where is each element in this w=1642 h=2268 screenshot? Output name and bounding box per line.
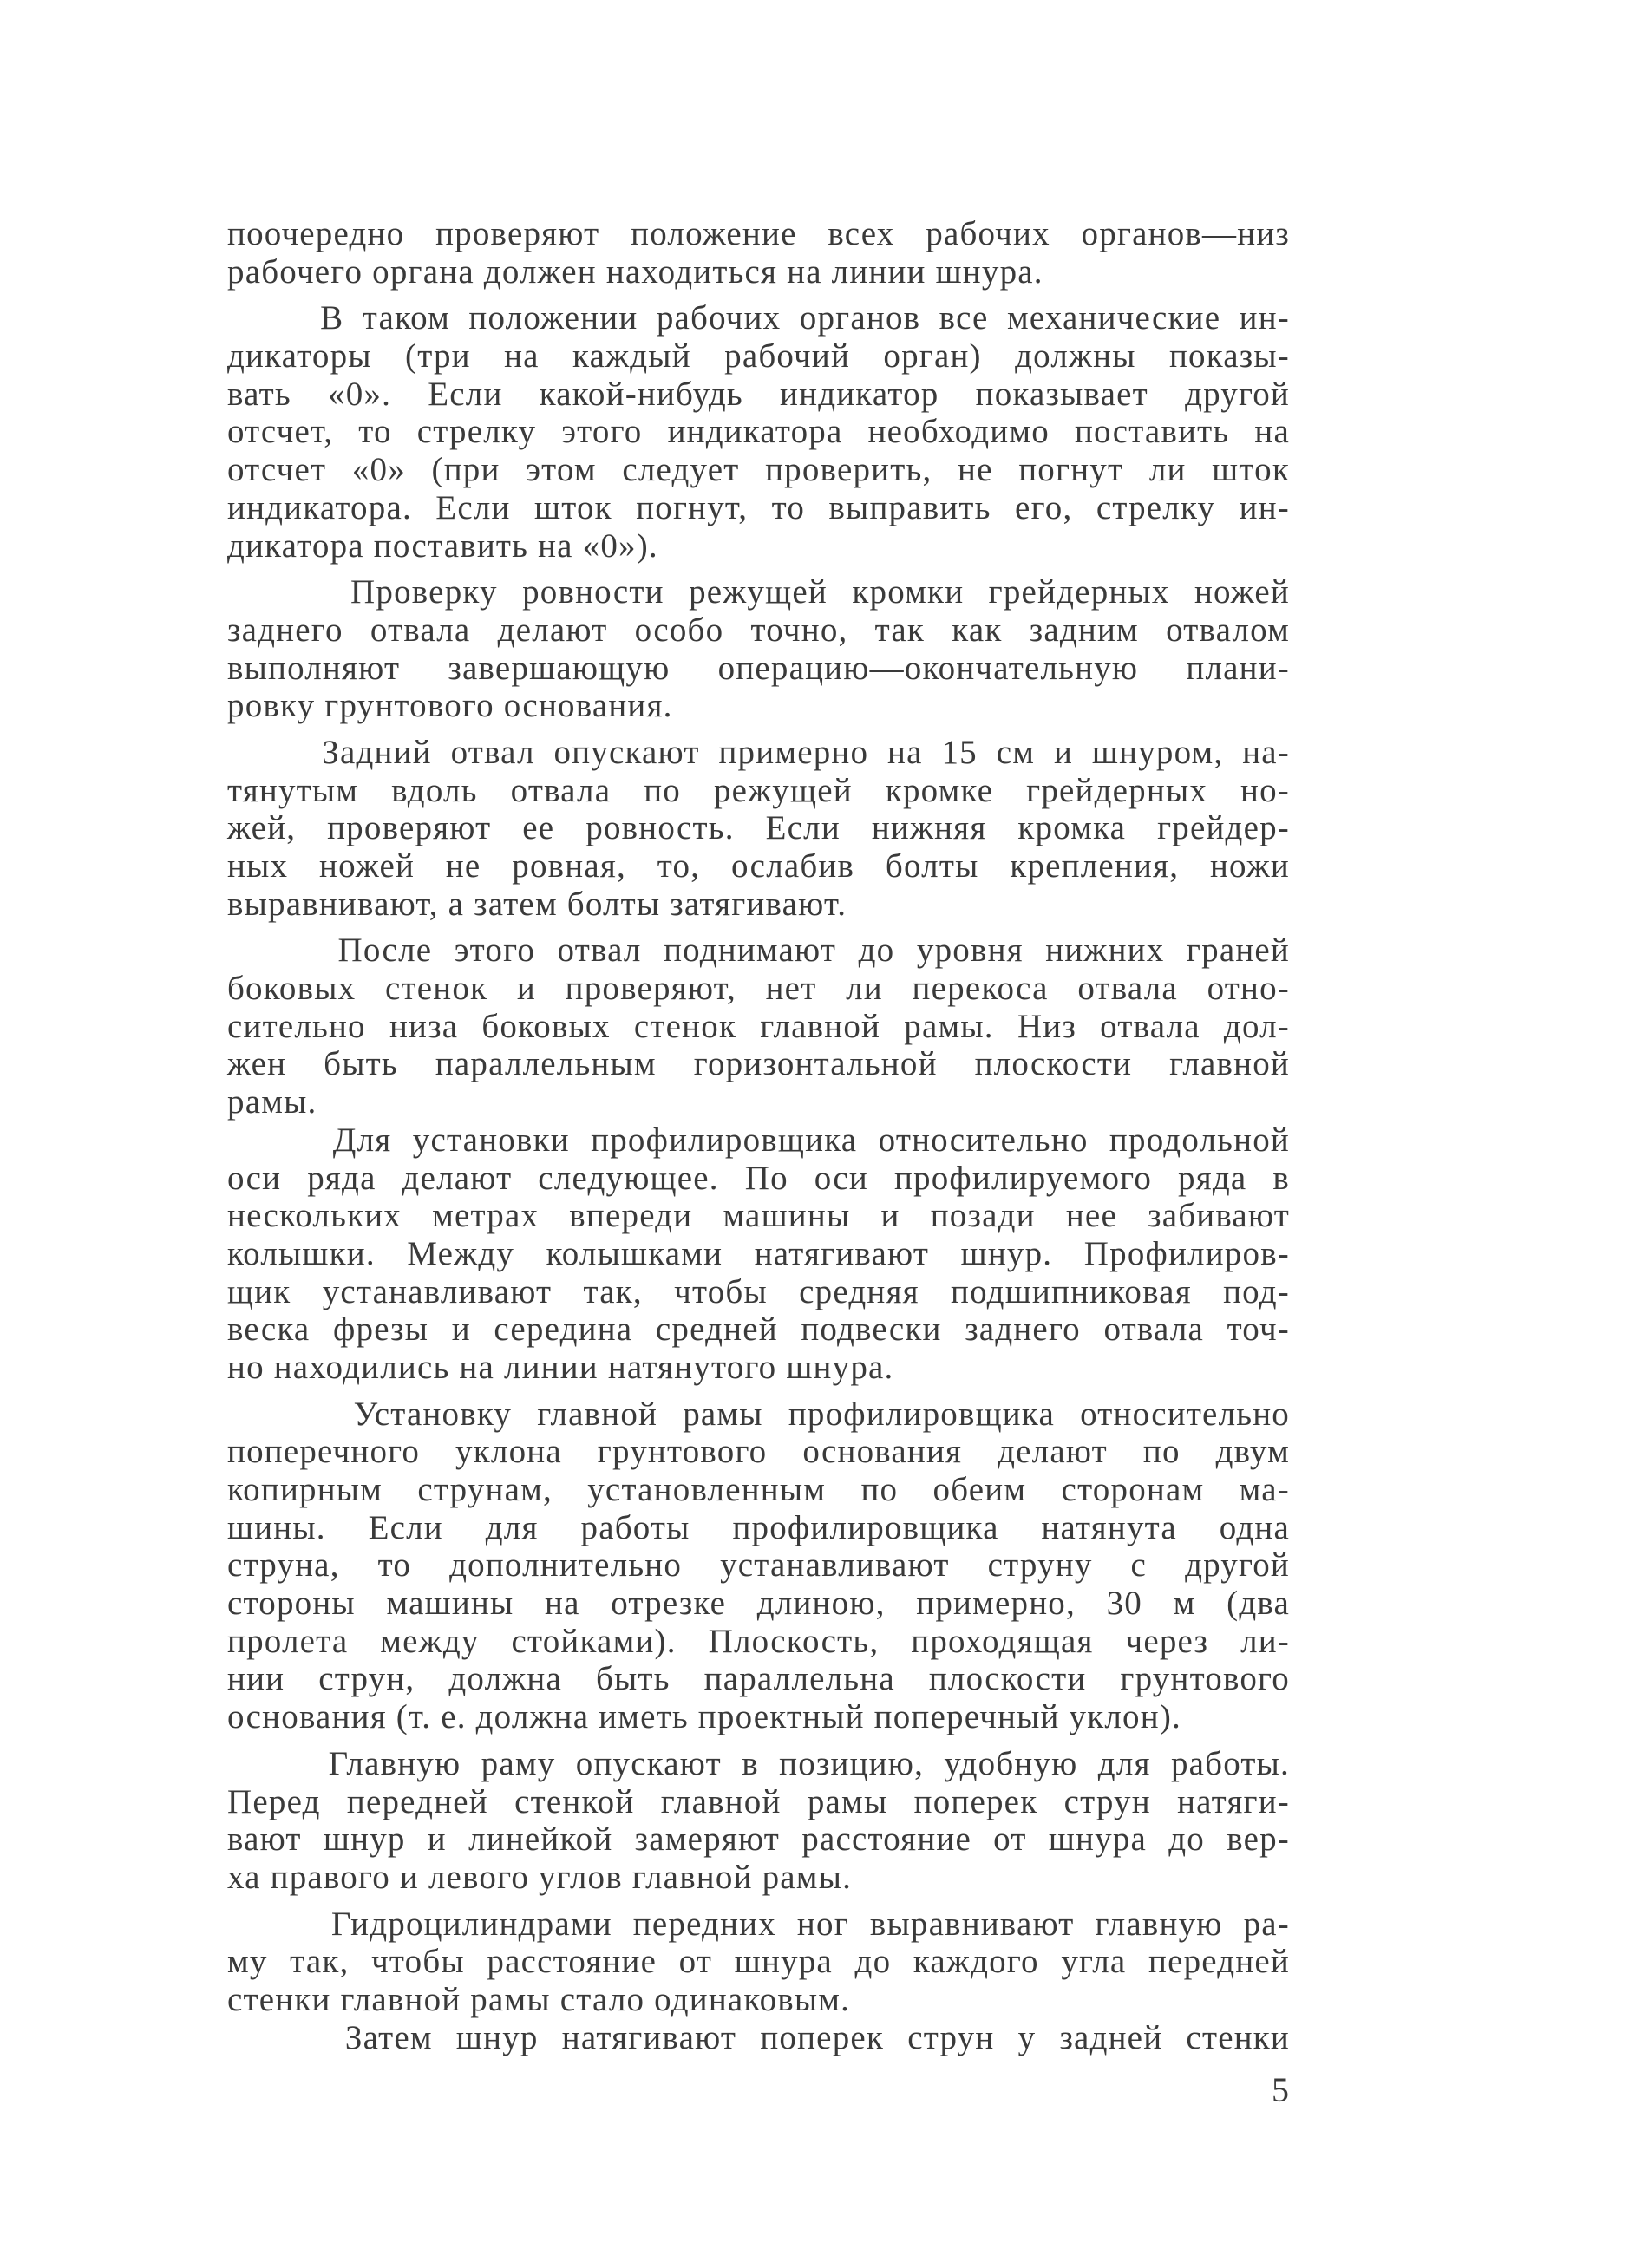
text-line: ровку грунтового основания. — [227, 687, 673, 725]
text-line: Гидроцилиндрами передних ног выравнивают главную ра- — [227, 1905, 1290, 1943]
text-line: дикаторы (три на каждый рабочий орган) должны показы- — [227, 337, 1290, 376]
text-line: боковых стенок и проверяют, нет ли перекоса отвала отно- — [227, 970, 1290, 1008]
text-line: нии струн, должна быть параллельна плоскости грунтового — [227, 1660, 1290, 1698]
text-line: стенки главной рамы стало одинаковым. — [227, 1980, 851, 2018]
text-line: веска фрезы и середина средней подвески заднего отвала точ- — [227, 1310, 1290, 1349]
text-line: му так, чтобы расстояние от шнура до каждого угла передней — [227, 1943, 1290, 1981]
text-line: Главную раму опускают в позицию, удобную для работы. — [227, 1744, 1290, 1782]
text-line: вать «0». Если какой-нибудь индикатор показывает другой — [227, 375, 1290, 413]
text-line: Задний отвал опускают примерно на 15 см и шнуром, на- — [227, 733, 1290, 771]
text-line: колышки. Между колышками натягивают шнур. Профилиров- — [227, 1234, 1290, 1272]
text-line: заднего отвала делают особо точно, так как задним отвалом — [227, 611, 1290, 649]
text-line: жен быть параллельным горизонтальной плоскости главной — [227, 1045, 1290, 1083]
text-line: выравнивают, а затем болты затягивают. — [227, 885, 847, 923]
text-line: отсчет, то стрелку этого индикатора необходимо поставить на — [227, 413, 1290, 451]
paragraph-10 — [227, 2019, 1290, 2057]
paragraph-3 — [227, 573, 1290, 725]
text-line: жей, проверяют ее ровность. Если нижняя кромка грейдер- — [227, 809, 1290, 847]
paragraph-6 — [227, 1121, 1290, 1387]
text-line: отсчет «0» (при этом следует проверить, не погнут ли шток — [227, 451, 1290, 489]
text-line: сительно низа боковых стенок главной рамы. Низ отвала дол- — [227, 1007, 1290, 1045]
text-line: рамы. — [227, 1083, 317, 1121]
paragraph-2 — [227, 299, 1290, 565]
paragraph-1 — [227, 215, 1290, 291]
paragraph-4 — [227, 734, 1290, 923]
text-line: нескольких метрах впереди машины и позади нее забивают — [227, 1197, 1290, 1235]
text-line: стороны машины на отрезке длиною, примерно, 30 м (два — [227, 1585, 1290, 1623]
page-number: 5 — [1272, 2070, 1289, 2109]
text-line: Установку главной рамы профилировщика относительно — [227, 1395, 1290, 1433]
text-line: пролета между стойками). Плоскость, проходящая через ли- — [227, 1622, 1290, 1660]
paragraph-5 — [227, 931, 1290, 1121]
text-line: поперечного уклона грунтового основания делают по двум — [227, 1433, 1290, 1471]
text-line: ха правого и левого углов главной рамы. — [227, 1858, 853, 1896]
text-line: оси ряда делают следующее. По оси профилируемого ряда в — [227, 1159, 1290, 1197]
text-line: выполняют завершающую операцию—окончательную плани- — [227, 649, 1290, 687]
text-line: Для установки профилировщика относительно продольной — [227, 1121, 1290, 1159]
paragraph-9 — [227, 1905, 1290, 2019]
text-line: но находились на линии натянутого шнура. — [227, 1348, 894, 1386]
text-line: вают шнур и линейкой замеряют расстояние от шнура до вер- — [227, 1820, 1290, 1859]
text-line: дикатора поставить на «0»). — [227, 526, 658, 565]
text-line: Проверку ровности режущей кромки грейдерных ножей — [227, 573, 1290, 611]
text-line: поочередно проверяют положение всех рабочих органов—низ — [227, 215, 1290, 252]
text-line: ных ножей не ровная, то, ослабив болты крепления, ножи — [227, 847, 1290, 885]
paragraph-8 — [227, 1745, 1290, 1897]
text-line: После этого отвал поднимают до уровня нижних граней — [227, 931, 1290, 970]
text-line: тянутым вдоль отвала по режущей кромке грейдерных но- — [227, 771, 1290, 809]
text-line: рабочего органа должен находиться на линии шнура. — [227, 252, 1043, 291]
paragraph-7 — [227, 1395, 1290, 1736]
text-line: щик устанавливают так, чтобы средняя подшипниковая под- — [227, 1272, 1290, 1310]
text-line: В таком положении рабочих органов все механические ин- — [227, 299, 1290, 337]
text-line: основания (т. е. должна иметь проектный поперечный уклон). — [227, 1698, 1181, 1736]
text-line: Перед передней стенкой главной рамы поперек струн натяги- — [227, 1782, 1290, 1820]
body-text — [227, 215, 1290, 2056]
text-line: шины. Если для работы профилировщика натянута одна — [227, 1508, 1290, 1546]
text-line: струна, то дополнительно устанавливают струну с другой — [227, 1546, 1290, 1585]
text-line: индикатора. Если шток погнут, то выправить его, стрелку ин- — [227, 488, 1290, 526]
text-line: Затем шнур натягивают поперек струн у задней стенки — [227, 2018, 1290, 2056]
text-line: копирным струнам, установленным по обеим сторонам ма- — [227, 1471, 1290, 1508]
